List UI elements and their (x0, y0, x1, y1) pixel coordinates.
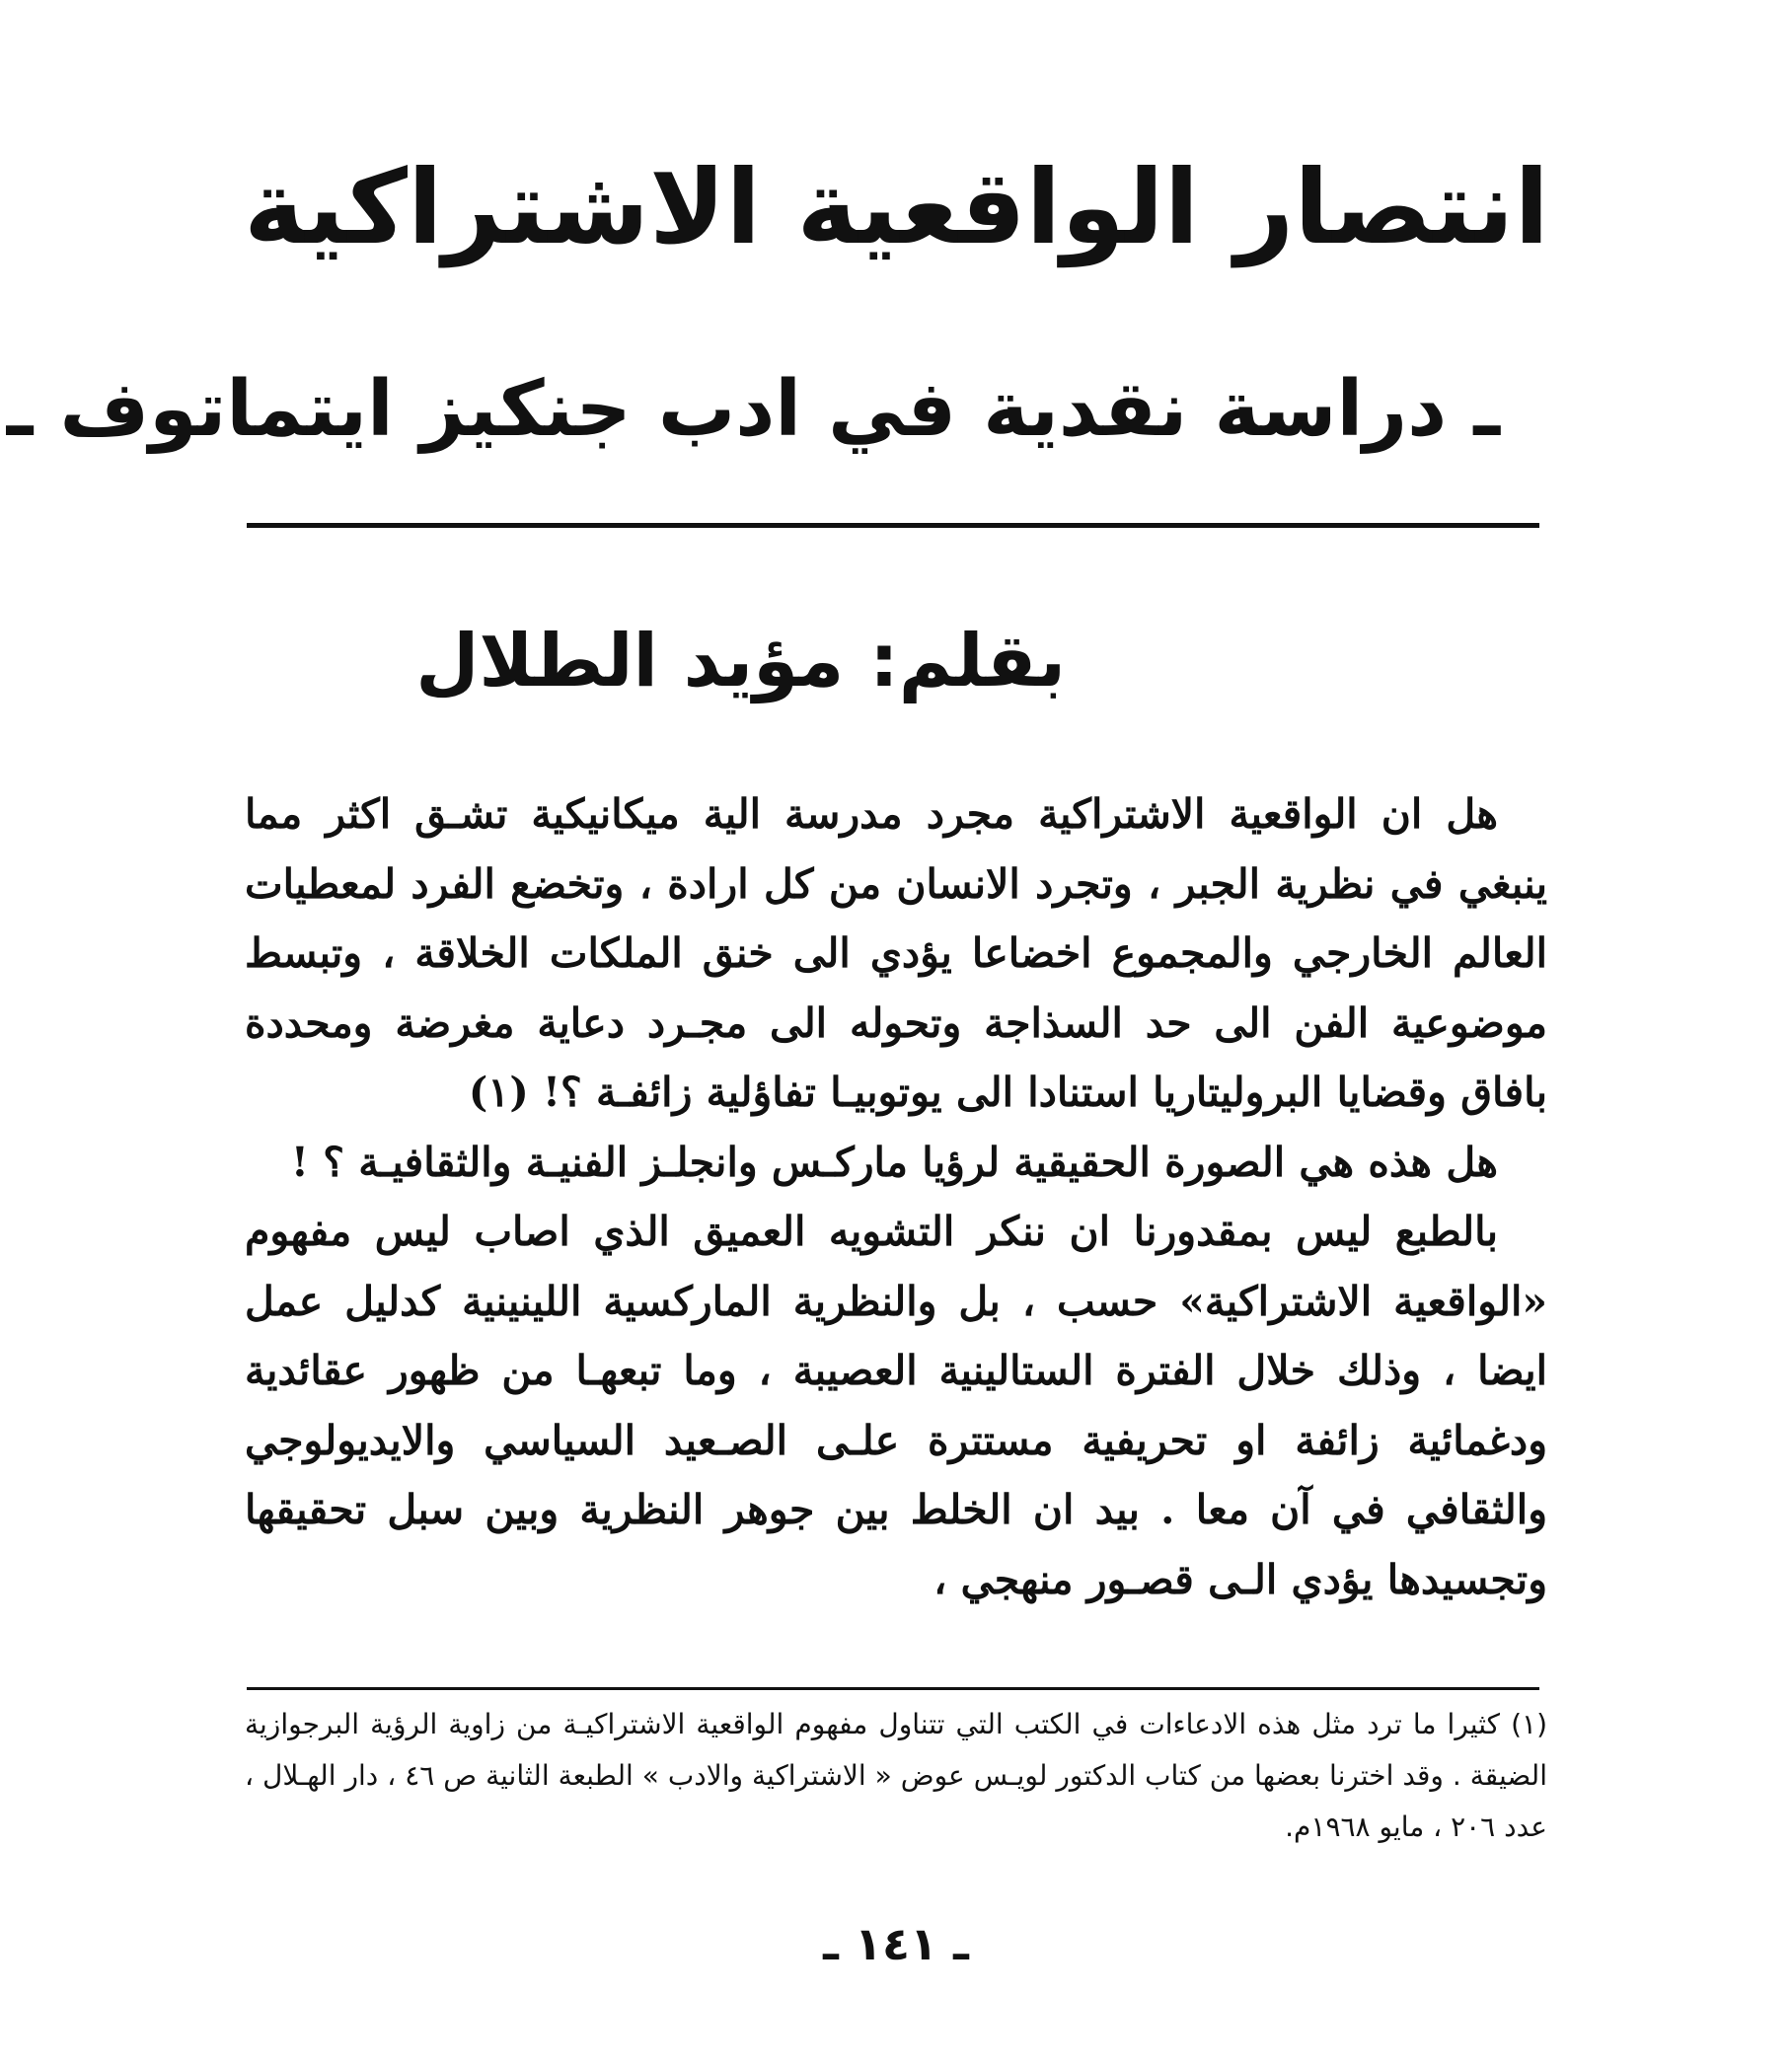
article-body (245, 779, 1547, 1614)
paragraph-3: بالطبع ليس بمقدورنا ان ننكر التشويه العميق الذي اصاب ليس مفهوم «الواقعية الاشتراكية» حسب ، بل والنظرية الماركسية اللينينية كدليل عمل ايضا ، وذلك خلال الفترة الستالينية العصيبة ، وما تبعهـا من ظهور عقائدية ودغمائية زائفة او تحريفية مستترة علـى الصـعيد السياسي والايديولوجي والثقافي في آن معا . بيد ان الخلط بين جوهر النظرية وبين سبل تحقيقها وتجسيدها يؤدي الـى قصـور منهجي ، (245, 1208, 1547, 1603)
author-name: بقلم: مؤيد الطلال (415, 619, 1066, 703)
paragraph-1: هل ان الواقعية الاشتراكية مجرد مدرسة الية ميكانيكية تشـق اكثر مما ينبغي في نظرية الجبر ، وتجرد الانسان من كل ارادة ، وتخضع الفرد لمعطيات العالم الخارجي والمجموع اخضاعا يؤدي الى خنق الملكات الخلاقة ، وتبسط موضوعية الفن الى حد السذاجة وتحوله الى مجـرد دعاية مغرضة ومحددة بافاق وقضايا البروليتاريا استنادا الى يوتوبيـا تفاؤلية زائفـة ؟! (١) (245, 790, 1547, 1116)
page-number: ـ ١٤١ ـ (823, 1917, 969, 1970)
footnote-text: (١) كثيرا ما ترد مثل هذه الادعاءات في الكتب التي تتناول مفهوم الواقعية الاشتراكيـة من زاوية الرؤية البرجوازية الضيقة . وقد اخترنا بعضها من كتاب الدكتور لويـس عوض « الاشتراكية والادب » الطبعة الثانية ص ٤٦ ، دار الهـلال ، عدد ٢٠٦ ، مايو ١٩٦٨م. (245, 1708, 1547, 1843)
footnote-divider (247, 1687, 1539, 1690)
article-title: انتصار الواقعية الاشتراكية (243, 147, 1549, 267)
footnote (245, 1699, 1547, 1853)
article-subtitle: ـ دراسة نقدية في ادب جنكيز ايتماتوف ـ (6, 365, 1500, 454)
paragraph-2: هل هذه هي الصورة الحقيقية لرؤيا ماركـس وانجلـز الفنيـة والثقافيـة ؟ ! (290, 1138, 1498, 1186)
header-divider (247, 523, 1539, 528)
author-line (316, 607, 1737, 715)
